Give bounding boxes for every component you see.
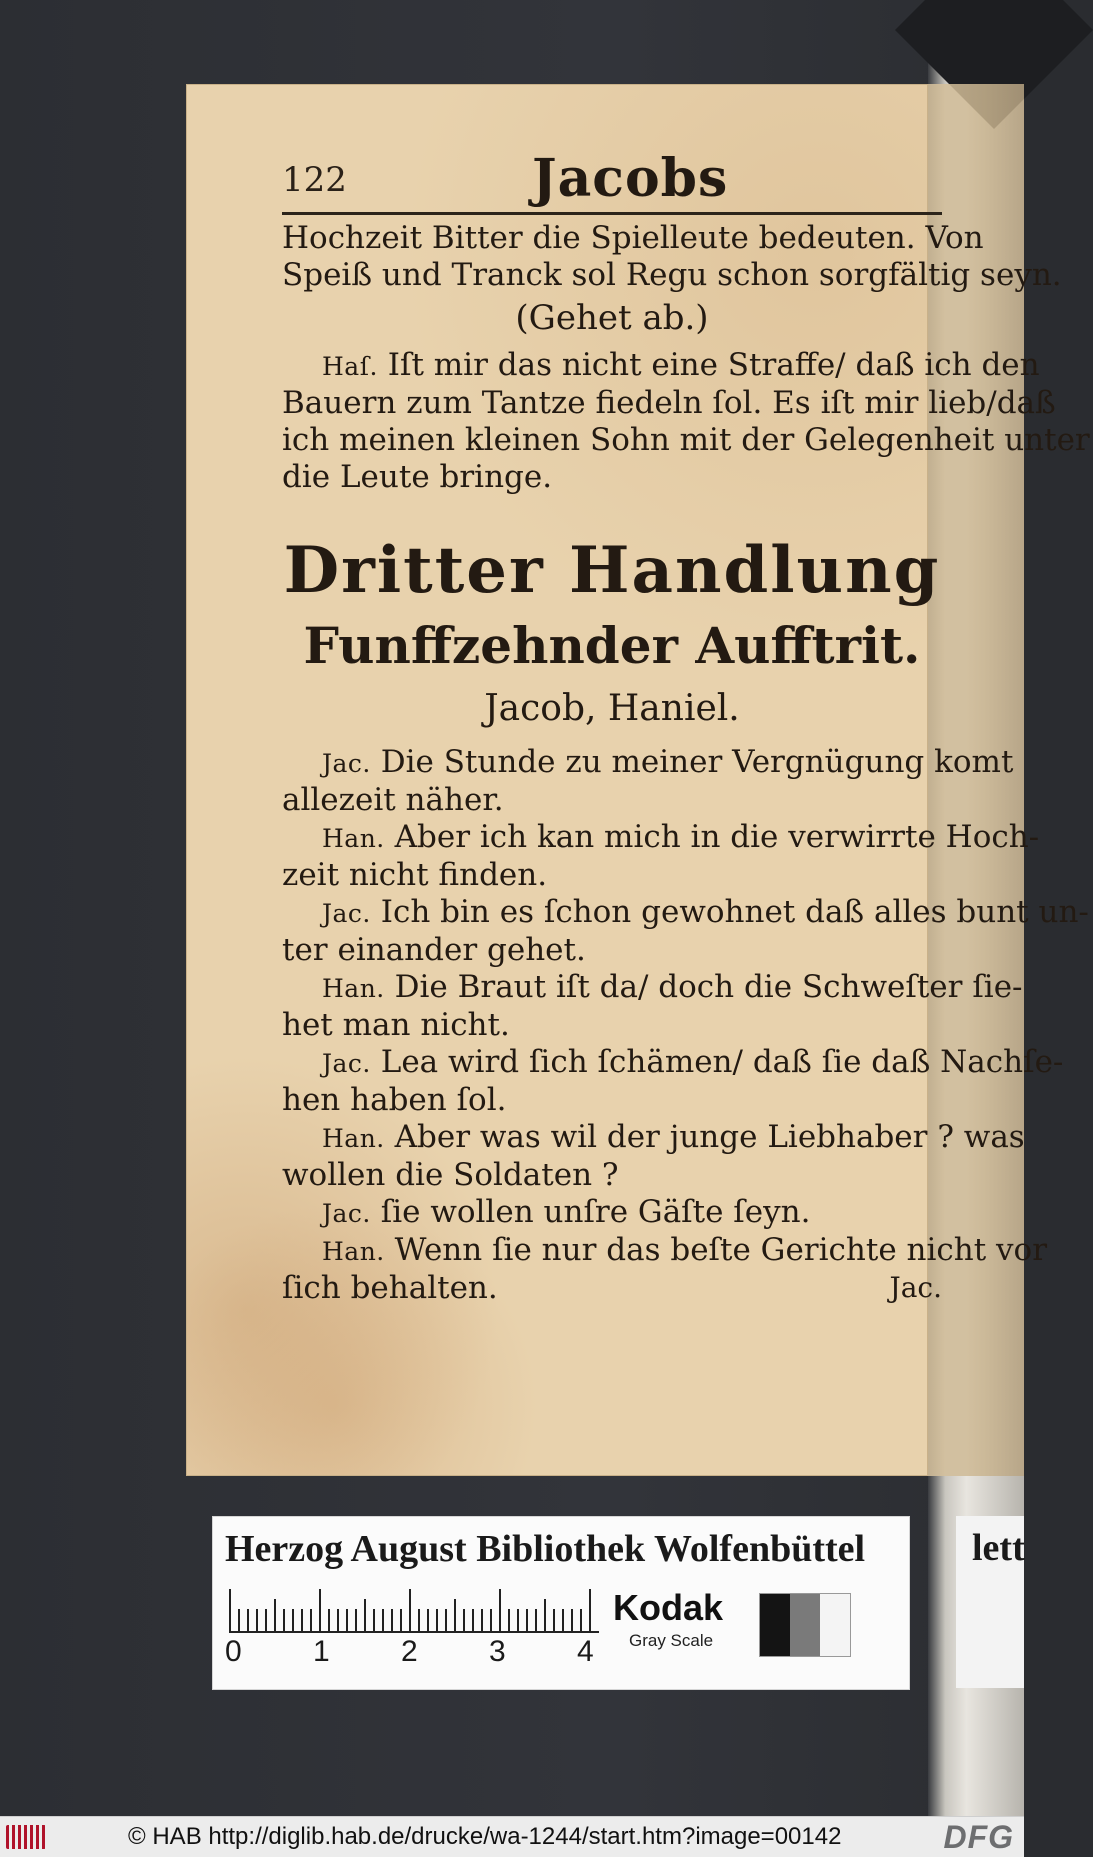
opening-lines [282, 220, 1090, 496]
copyright-link[interactable]: © HAB http://diglib.hab.de/drucke/wa-1244/start.htm?image=00142 [128, 1823, 842, 1850]
speaker-label: Jac. [322, 1199, 371, 1228]
running-head: Jacobs [532, 148, 729, 209]
line-text: ter einander gehet. [282, 932, 586, 968]
hab-logo-icon[interactable] [6, 1825, 46, 1849]
ruler-tick [517, 1609, 519, 1631]
ruler-tick [292, 1609, 294, 1631]
text-line [282, 1007, 942, 1044]
line-text: ſie wollen unſre Gäſte ſeyn. [370, 1194, 811, 1230]
line-text: Ich bin es ſchon gewohnet daß alles bunt un- [370, 894, 1089, 930]
ruler-tick [274, 1599, 276, 1631]
ruler-labels [225, 1635, 625, 1671]
line-text: wollen die Soldaten ? [282, 1157, 619, 1193]
viewer-footer [0, 1816, 1024, 1857]
ruler-tick [553, 1609, 555, 1631]
ruler-label: 4 [577, 1635, 594, 1668]
line-text: Bauern zum Tantze fiedeln ſol. Es iſt mir lieb/daß [282, 385, 1056, 421]
text-line [282, 385, 1056, 422]
text-line [282, 422, 1090, 459]
text-line [282, 969, 1023, 1007]
text-line [282, 300, 942, 337]
text-line [282, 894, 1089, 932]
ruler-tick [427, 1609, 429, 1631]
ruler-label: 1 [313, 1635, 330, 1668]
ruler-tick [472, 1609, 474, 1631]
dramatis-personae: Jacob, Haniel. [484, 688, 740, 729]
ruler-tick [535, 1609, 537, 1631]
ruler-tick [238, 1609, 240, 1631]
ruler-tick [256, 1609, 258, 1631]
library-name: Herzog August Bibliothek Wolfenbüttel [225, 1528, 866, 1570]
line-text: Wenn ſie nur das beſte Gerichte nicht vor [384, 1232, 1048, 1268]
line-text: Iſt mir das nicht eine Straffe/ daß ich den [377, 347, 1040, 383]
speaker-label: Han. [322, 974, 385, 1003]
gray-swatch [760, 1594, 790, 1656]
line-text: die Leute bringe. [282, 459, 553, 495]
ruler-tick [490, 1609, 492, 1631]
ruler-tick [418, 1609, 420, 1631]
text-line [282, 459, 942, 496]
text-line [282, 1232, 1048, 1270]
ruler-tick [508, 1609, 510, 1631]
gray-scale-label: Gray Scale [629, 1631, 714, 1650]
ruler-tick [589, 1589, 591, 1631]
text-line [282, 744, 1014, 782]
ruler-tick [445, 1609, 447, 1631]
page-header [282, 148, 902, 218]
page-number: 122 [282, 160, 347, 200]
text-line [282, 782, 942, 819]
ruler-tick [400, 1609, 402, 1631]
ruler-label: 2 [401, 1635, 418, 1668]
text-line [282, 257, 1062, 294]
text-line [282, 1157, 942, 1194]
library-name-partial: lett [972, 1527, 1025, 1569]
ruler-tick [391, 1609, 393, 1631]
line-text: (Gehet ab.) [515, 298, 709, 338]
text-line [282, 819, 1040, 857]
header-rule [282, 212, 942, 215]
ruler-tick [265, 1609, 267, 1631]
ruler-tick [247, 1609, 249, 1631]
ruler-tick [436, 1609, 438, 1631]
line-text: Die Stunde zu meiner Vergnügung komt [370, 744, 1014, 780]
ruler-tick [337, 1609, 339, 1631]
speaker-label: Jac. [322, 899, 371, 928]
speaker-label: Han. [322, 824, 385, 853]
speaker-label: Jac. [322, 1049, 371, 1078]
ruler-tick [346, 1609, 348, 1631]
line-text: Die Braut iſt da/ doch die Schweſter ſie- [384, 969, 1023, 1005]
text-line [282, 1044, 1064, 1082]
ruler-label: 0 [225, 1635, 242, 1668]
ruler-tick [301, 1609, 303, 1631]
line-text: Aber ich kan mich in die verwirrte Hoch- [384, 819, 1040, 855]
ruler-tick [562, 1609, 564, 1631]
act-title: Dritter Handlung [283, 533, 941, 608]
kodak-logo: Kodak [613, 1587, 724, 1628]
ruler-label: 3 [489, 1635, 506, 1668]
line-text: allezeit näher. [282, 782, 504, 818]
ruler-tick [310, 1609, 312, 1631]
ruler-tick [364, 1599, 366, 1631]
line-text: hen haben ſol. [282, 1082, 507, 1118]
gray-swatch [820, 1594, 850, 1656]
speaker-label: Han. [322, 1237, 385, 1266]
speaker-label: Jac. [322, 749, 371, 778]
ruler-tick [544, 1599, 546, 1631]
ruler-tick [580, 1609, 582, 1631]
text-line [282, 1082, 942, 1119]
ruler-tick [481, 1609, 483, 1631]
dialogue [282, 744, 1089, 1307]
text-line [282, 932, 942, 969]
scene-title: Funffzehnder Aufftrit. [303, 616, 921, 675]
book-page [186, 84, 1090, 1476]
ruler-tick [355, 1609, 357, 1631]
ruler-tick [463, 1609, 465, 1631]
speaker-label: Han. [322, 1124, 385, 1153]
ruler-tick [454, 1599, 456, 1631]
speaker-label: Haſ. [322, 352, 378, 381]
line-text: ſich behalten. [282, 1270, 498, 1306]
dfg-logo[interactable]: DFG [943, 1819, 1014, 1855]
gray-swatch [790, 1594, 820, 1656]
ruler-tick [499, 1589, 501, 1631]
text-line [282, 1194, 942, 1232]
gray-swatches [759, 1593, 851, 1657]
line-text: Hochzeit Bitter die Spielleute bedeuten. Von [282, 220, 984, 256]
ruler-tick [283, 1609, 285, 1631]
ruler-scale [229, 1587, 599, 1633]
text-line [282, 857, 942, 894]
ruler-tick [373, 1609, 375, 1631]
ruler-tick [409, 1589, 411, 1631]
ruler-tick [319, 1589, 321, 1631]
line-text: Aber was wil der junge Liebhaber ? was [384, 1119, 1025, 1155]
ruler-tick [328, 1609, 330, 1631]
ruler-tick [526, 1609, 528, 1631]
calibration-target [212, 1516, 910, 1690]
text-line [282, 220, 984, 257]
ruler-tick [229, 1589, 231, 1631]
line-text: zeit nicht finden. [282, 857, 548, 893]
page-text [282, 220, 1090, 1347]
ruler-tick [382, 1609, 384, 1631]
calibration-target-duplicate [956, 1516, 1024, 1688]
line-text: Speiß und Tranck sol Regu schon sorgfältig seyn. [282, 257, 1062, 293]
line-text: Lea wird ſich ſchämen/ daß ſie daß Nachſe- [370, 1044, 1064, 1080]
line-text: het man nicht. [282, 1007, 510, 1043]
text-line [282, 1270, 942, 1307]
catchword: Jac. [889, 1271, 942, 1304]
text-line [282, 347, 1040, 385]
ruler-tick [571, 1609, 573, 1631]
text-line [282, 1119, 1025, 1157]
line-text: ich meinen kleinen Sohn mit der Gelegenheit unter [282, 422, 1090, 458]
